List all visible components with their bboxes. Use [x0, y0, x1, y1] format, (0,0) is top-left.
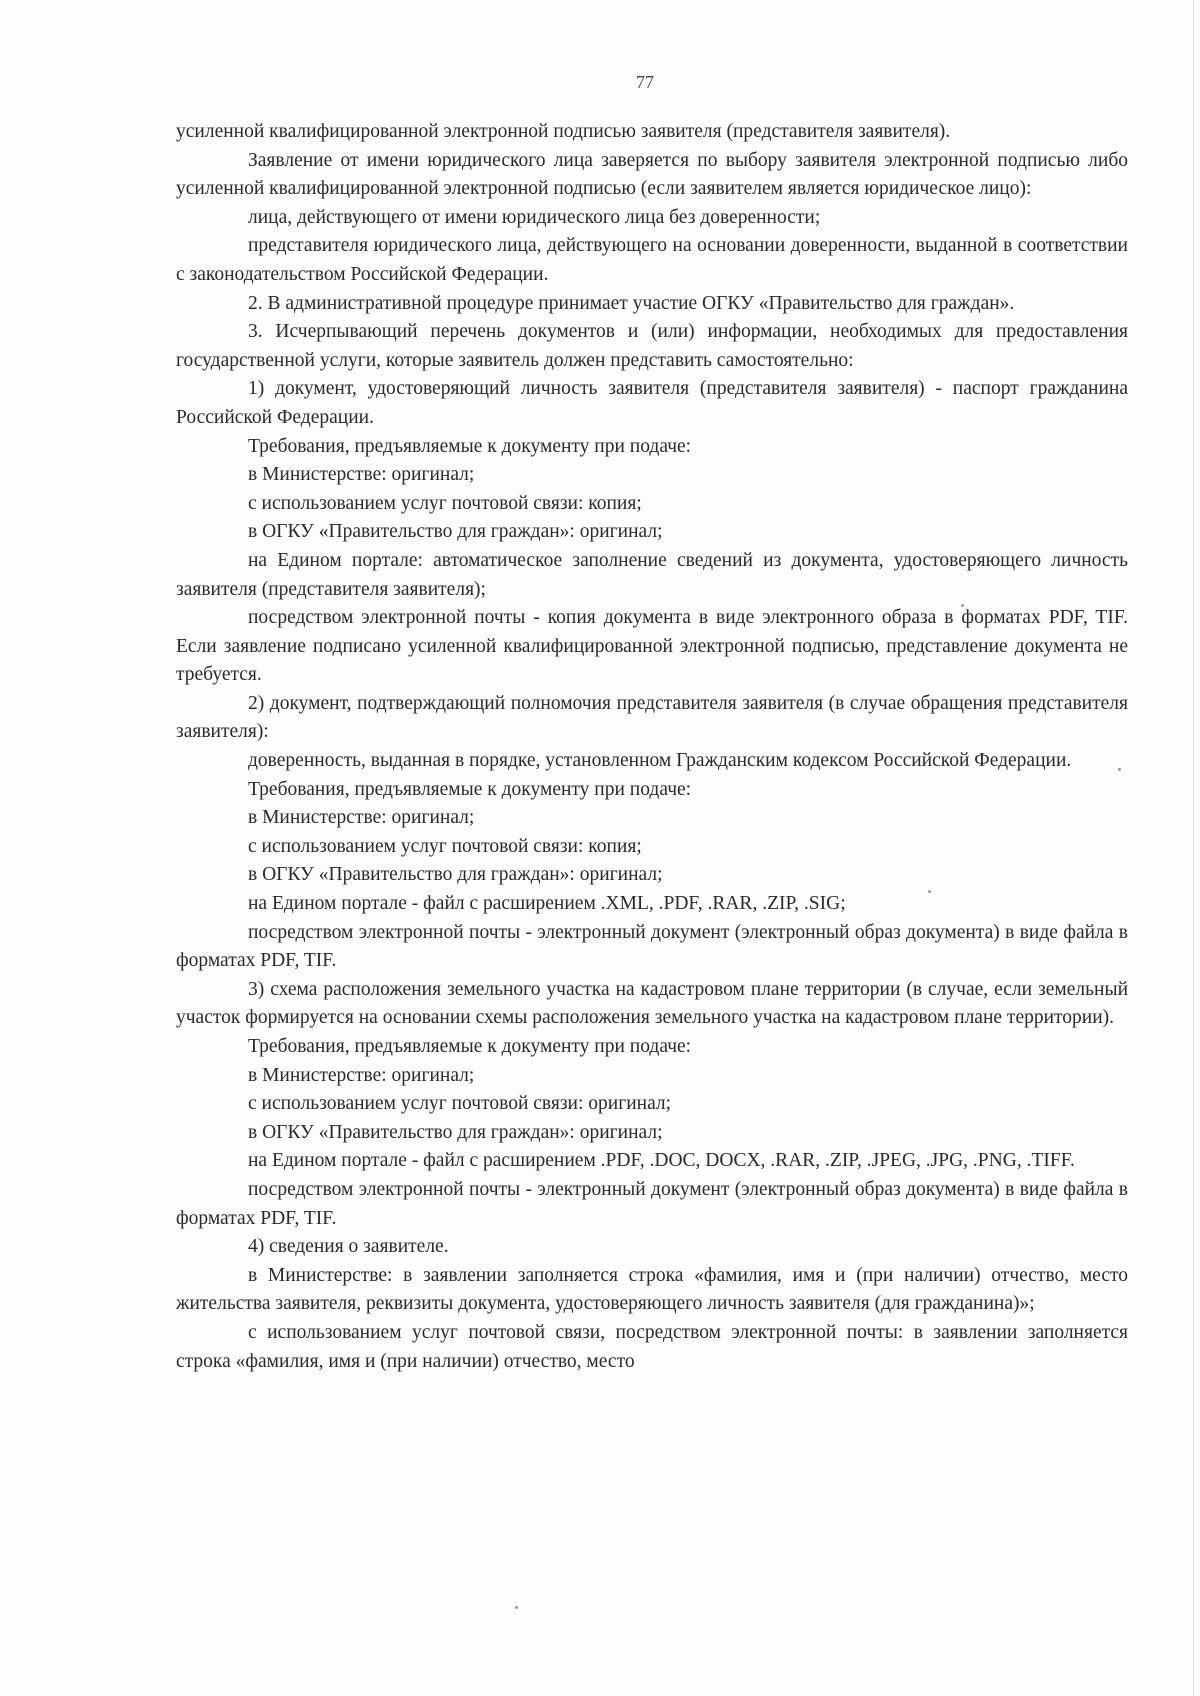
paragraph: в ОГКУ «Правительство для граждан»: оригинал;	[248, 1121, 663, 1143]
scan-speck	[961, 604, 964, 607]
paragraph: посредством электронной почты - электронный документ (электронный образ документа) в виде файла в форматах PDF, TIF.	[176, 1178, 1128, 1229]
paragraph: Требования, предъявляемые к документу при подаче:	[248, 778, 692, 800]
paragraph: представителя юридического лица, действующего на основании доверенности, выданной в соответствии с законодательством Российской Федерации.	[176, 235, 1128, 285]
paragraph: 4) сведения о заявителе.	[248, 1236, 449, 1258]
paragraph: в Министерстве: оригинал;	[248, 1064, 475, 1086]
scan-speck	[928, 890, 931, 893]
paragraph: в Министерстве: в заявлении заполняется строка «фамилия, имя и (при наличии) отчество, место жительства заявителя, реквизиты документа, удостоверяющего личность заявителя (для гражданина)»;	[176, 1264, 1128, 1315]
paragraph: в Министерстве: оригинал;	[248, 807, 475, 829]
paragraph: в Министерстве: оригинал;	[248, 464, 475, 486]
paragraph: с использованием услуг почтовой связи: копия;	[248, 492, 642, 514]
scan-speck	[1118, 768, 1121, 771]
paragraph: в ОГКУ «Правительство для граждан»: оригинал;	[248, 864, 663, 886]
page-number: 77	[636, 72, 654, 92]
paragraph: с использованием услуг почтовой связи, посредством электронной почты: в заявлении заполняется строка «фамилия, имя и (при наличии) отчество, место	[176, 1321, 1128, 1372]
paragraph: 2) документ, подтверждающий полномочия представителя заявителя (в случае обращения представителя заявителя):	[176, 692, 1128, 743]
paragraph: с использованием услуг почтовой связи: копия;	[248, 835, 642, 857]
paragraph: лица, действующего от имени юридического лица без доверенности;	[248, 206, 821, 228]
paragraph: 2. В административной процедуре принимает участие ОГКУ «Правительство для граждан».	[248, 292, 1015, 314]
paragraph: на Едином портале - файл с расширением .PDF, .DOC, DOCX, .RAR, .ZIP, .JPEG, .JPG, .PNG, .TIFF.	[248, 1150, 1075, 1172]
paragraph: Требования, предъявляемые к документу при подаче:	[248, 1036, 692, 1057]
paragraph: на Едином портале: автоматическое заполнение сведений из документа, удостоверяющего личность заявителя (представителя заявителя);	[176, 549, 1128, 600]
paragraph: Требования, предъявляемые к документу при подаче:	[248, 435, 692, 457]
paragraph: посредством электронной почты - электронный документ (электронный образ документа) в виде файла в форматах PDF, TIF.	[176, 921, 1128, 972]
paragraph: на Едином портале - файл с расширением .XML, .PDF, .RAR, .ZIP, .SIG;	[248, 893, 846, 915]
paragraph: 3) схема расположения земельного участка на кадастровом плане территории (в случае, если земельный участок формируется на основании схемы расположения земельного участка на кадастровом плане территории).	[176, 978, 1128, 1029]
document-body	[176, 118, 1128, 1376]
paragraph: 3. Исчерпывающий перечень документов и (или) информации, необходимых для предоставления государственной услуги, которые заявитель должен представить самостоятельно:	[176, 321, 1128, 371]
paragraph: усиленной квалифицированной электронной подписью заявителя (представителя заявителя).	[176, 121, 951, 142]
paragraph: в ОГКУ «Правительство для граждан»: оригинал;	[248, 521, 663, 543]
scan-edge-line	[1193, 0, 1194, 1696]
paragraph: доверенность, выданная в порядке, установленном Гражданским кодексом Российской Федерации.	[248, 750, 1072, 772]
paragraph: Заявление от имени юридического лица заверяется по выбору заявителя электронной подписью либо усиленной квалифицированной электронной подписью (если заявителем является юридическое лицо):	[176, 149, 1128, 200]
paragraph: посредством электронной почты - копия документа в виде электронного образа в форматах PDF, TIF. Если заявление подписано усиленной квалифицированной электронной подписью, представление документа не требуется.	[176, 607, 1128, 686]
paragraph: с использованием услуг почтовой связи: оригинал;	[248, 1093, 672, 1115]
scan-speck	[515, 1606, 518, 1609]
paragraph: 1) документ, удостоверяющий личность заявителя (представителя заявителя) - паспорт гражданина Российской Федерации.	[176, 378, 1128, 428]
